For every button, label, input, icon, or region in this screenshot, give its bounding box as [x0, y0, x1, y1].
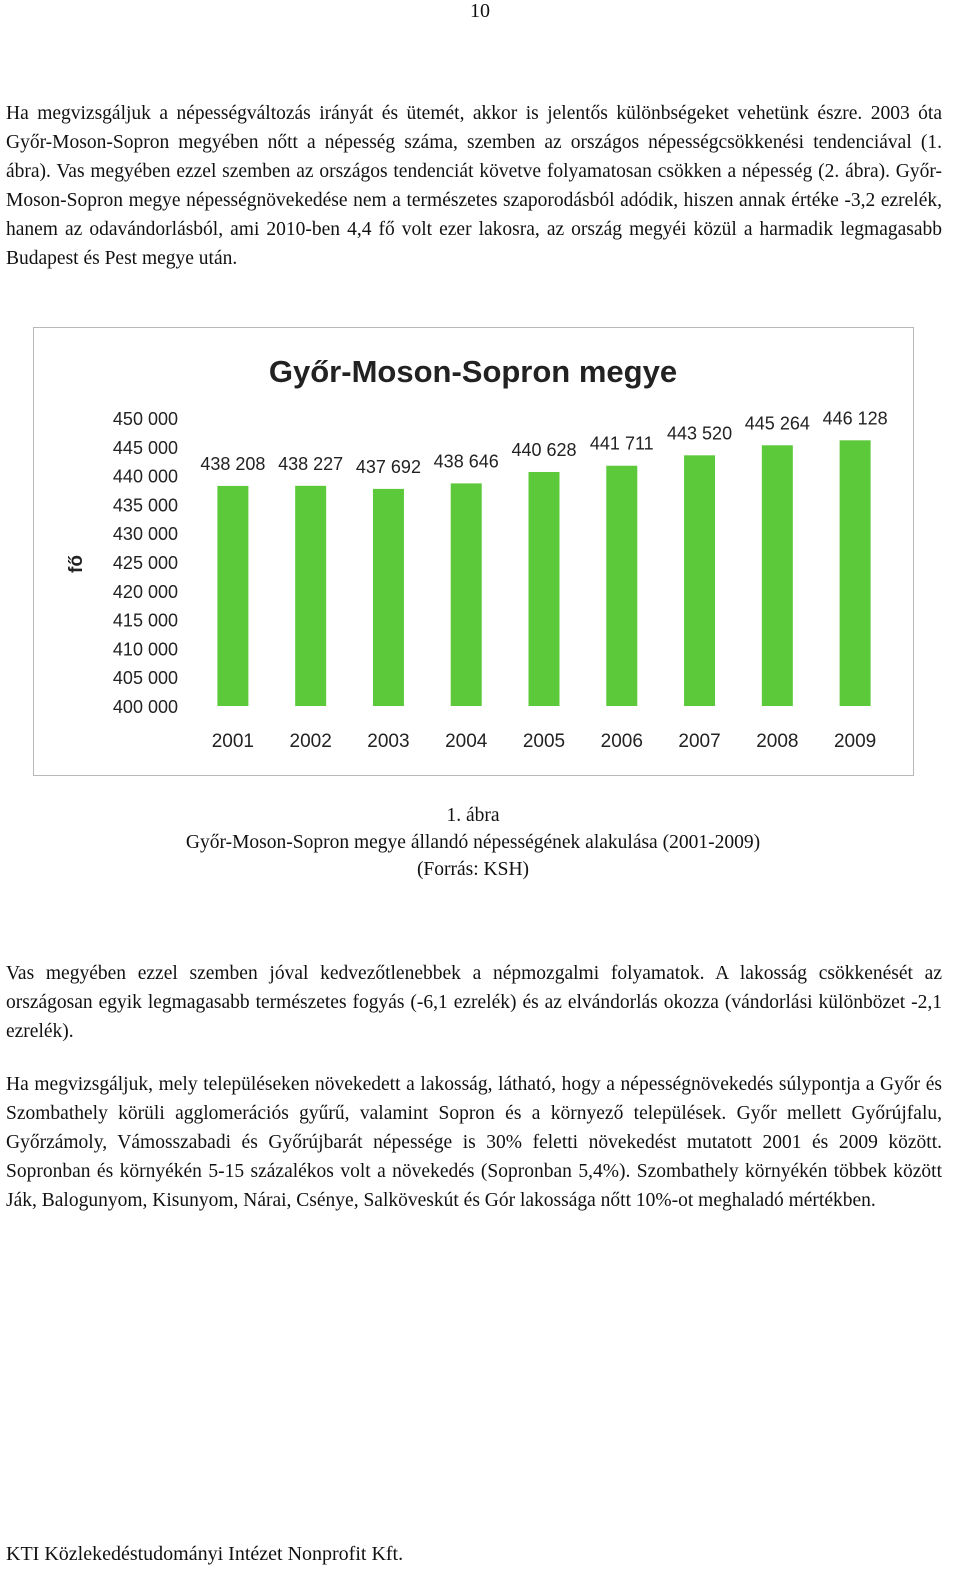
data-label: 440 628	[511, 439, 577, 460]
x-tick-label: 2007	[678, 731, 721, 752]
x-tick-label: 2008	[756, 731, 799, 752]
y-tick-label: 410 000	[112, 639, 178, 660]
chart-bar	[451, 483, 482, 706]
chart-canvas	[34, 328, 913, 775]
y-tick-label: 425 000	[112, 553, 178, 573]
x-tick-label: 2003	[367, 731, 410, 752]
y-axis-ticks	[113, 409, 178, 717]
population-chart	[33, 327, 914, 776]
data-label: 443 520	[667, 423, 733, 444]
chart-y-axis-label: fő	[66, 555, 87, 573]
y-tick-label: 445 000	[112, 437, 178, 458]
data-label: 446 128	[822, 408, 888, 429]
chart-bar	[529, 472, 560, 706]
x-tick-label: 2006	[600, 731, 643, 752]
y-tick-label: 440 000	[112, 466, 178, 487]
data-label: 441 711	[589, 433, 654, 454]
x-tick-label: 2005	[522, 731, 566, 752]
paragraph-intro: Ha megvizsgáljuk a népességváltozás irányát és ütemét, akkor is jelentős különbségeket vehetünk észre. 2003 óta Győr-Moson-Sopron megyében nőtt a népesség száma, szemben az országos népességcsökkenési tendenciával (1. ábra). Vas megyében ezzel szemben az országos tendenciát követve folyamatosan csökken a népesség (2. ábra). Győr-Moson-Sopron megye népességnövekedése nem a természetes szaporodásból adódik, hiszen annak értéke -3,2 ezrelék, hanem az odavándorlásból, ami 2010-ben 4,4 fő volt ezer lakosra, az ország megyéi közül a harmadik legmagasabb Budapest és Pest megye után.	[6, 103, 942, 269]
data-label: 445 264	[744, 413, 810, 434]
x-axis-ticks	[212, 731, 877, 752]
paragraph-vas-county: Vas megyében ezzel szemben jóval kedvezőtlenebbek a népmozgalmi folyamatok. A lakosság csökkenését az országosan egyik legmagasabb természetes fogyás (-6,1 ezrelék) és az elvándorlás okozza (vándorlási különbözet -2,1 ezrelék).	[6, 963, 942, 1042]
x-tick-label: 2009	[833, 731, 877, 752]
page-number: 10	[470, 0, 490, 22]
footer-institution: KTI Közlekedéstudományi Intézet Nonprofit Kft.	[6, 1543, 404, 1565]
chart-bars	[217, 440, 870, 706]
chart-title: Győr-Moson-Sopron megye	[268, 354, 678, 389]
figure-source: (Forrás: KSH)	[416, 859, 530, 880]
chart-bar	[762, 445, 793, 706]
y-tick-label: 430 000	[112, 524, 178, 545]
data-label: 438 227	[278, 453, 344, 474]
chart-bar	[373, 489, 404, 706]
data-label: 437 692	[355, 456, 421, 477]
y-tick-label: 415 000	[112, 610, 178, 631]
chart-bar	[606, 466, 637, 706]
x-tick-label: 2004	[445, 731, 488, 752]
paragraph-settlements: Ha megvizsgáljuk, mely településeken növekedett a lakosság, látható, hogy a népességnövekedés súlypontja a Győr és Szombathely körüli agglomerációs gyűrű, valamint Sopron és a környező települések. Győr mellett Győrújfalu, Győrzámoly, Vámosszabadi és Győrújbarát népessége is 30% feletti növekedést mutatott 2001 és 2009 között. Sopronban és környékén 5-15 százalékos volt a növekedés (Sopronban 5,4%). Szombathely környékén többek között Ják, Balogunyom, Kisunyom, Nárai, Csénye, Salköveskút és Gór lakossága nőtt 10%-ot meghaladó mértékben.	[6, 1074, 942, 1211]
x-tick-label: 2001	[211, 731, 255, 752]
figure-caption: Győr-Moson-Sopron megye állandó népességének alakulása (2001-2009)	[185, 832, 761, 853]
chart-bar	[840, 440, 871, 706]
y-tick-label: 400 000	[112, 697, 178, 717]
y-tick-label: 420 000	[112, 581, 178, 602]
data-label: 438 646	[433, 451, 499, 472]
data-label: 438 208	[200, 453, 266, 474]
chart-bar	[217, 486, 248, 706]
chart-bar	[295, 486, 326, 706]
y-tick-label: 450 000	[112, 409, 178, 429]
figure-number: 1. ábra	[446, 805, 500, 826]
y-tick-label: 405 000	[112, 668, 178, 689]
y-tick-label: 435 000	[112, 495, 178, 516]
x-tick-label: 2002	[289, 731, 332, 752]
chart-bar	[684, 455, 715, 706]
